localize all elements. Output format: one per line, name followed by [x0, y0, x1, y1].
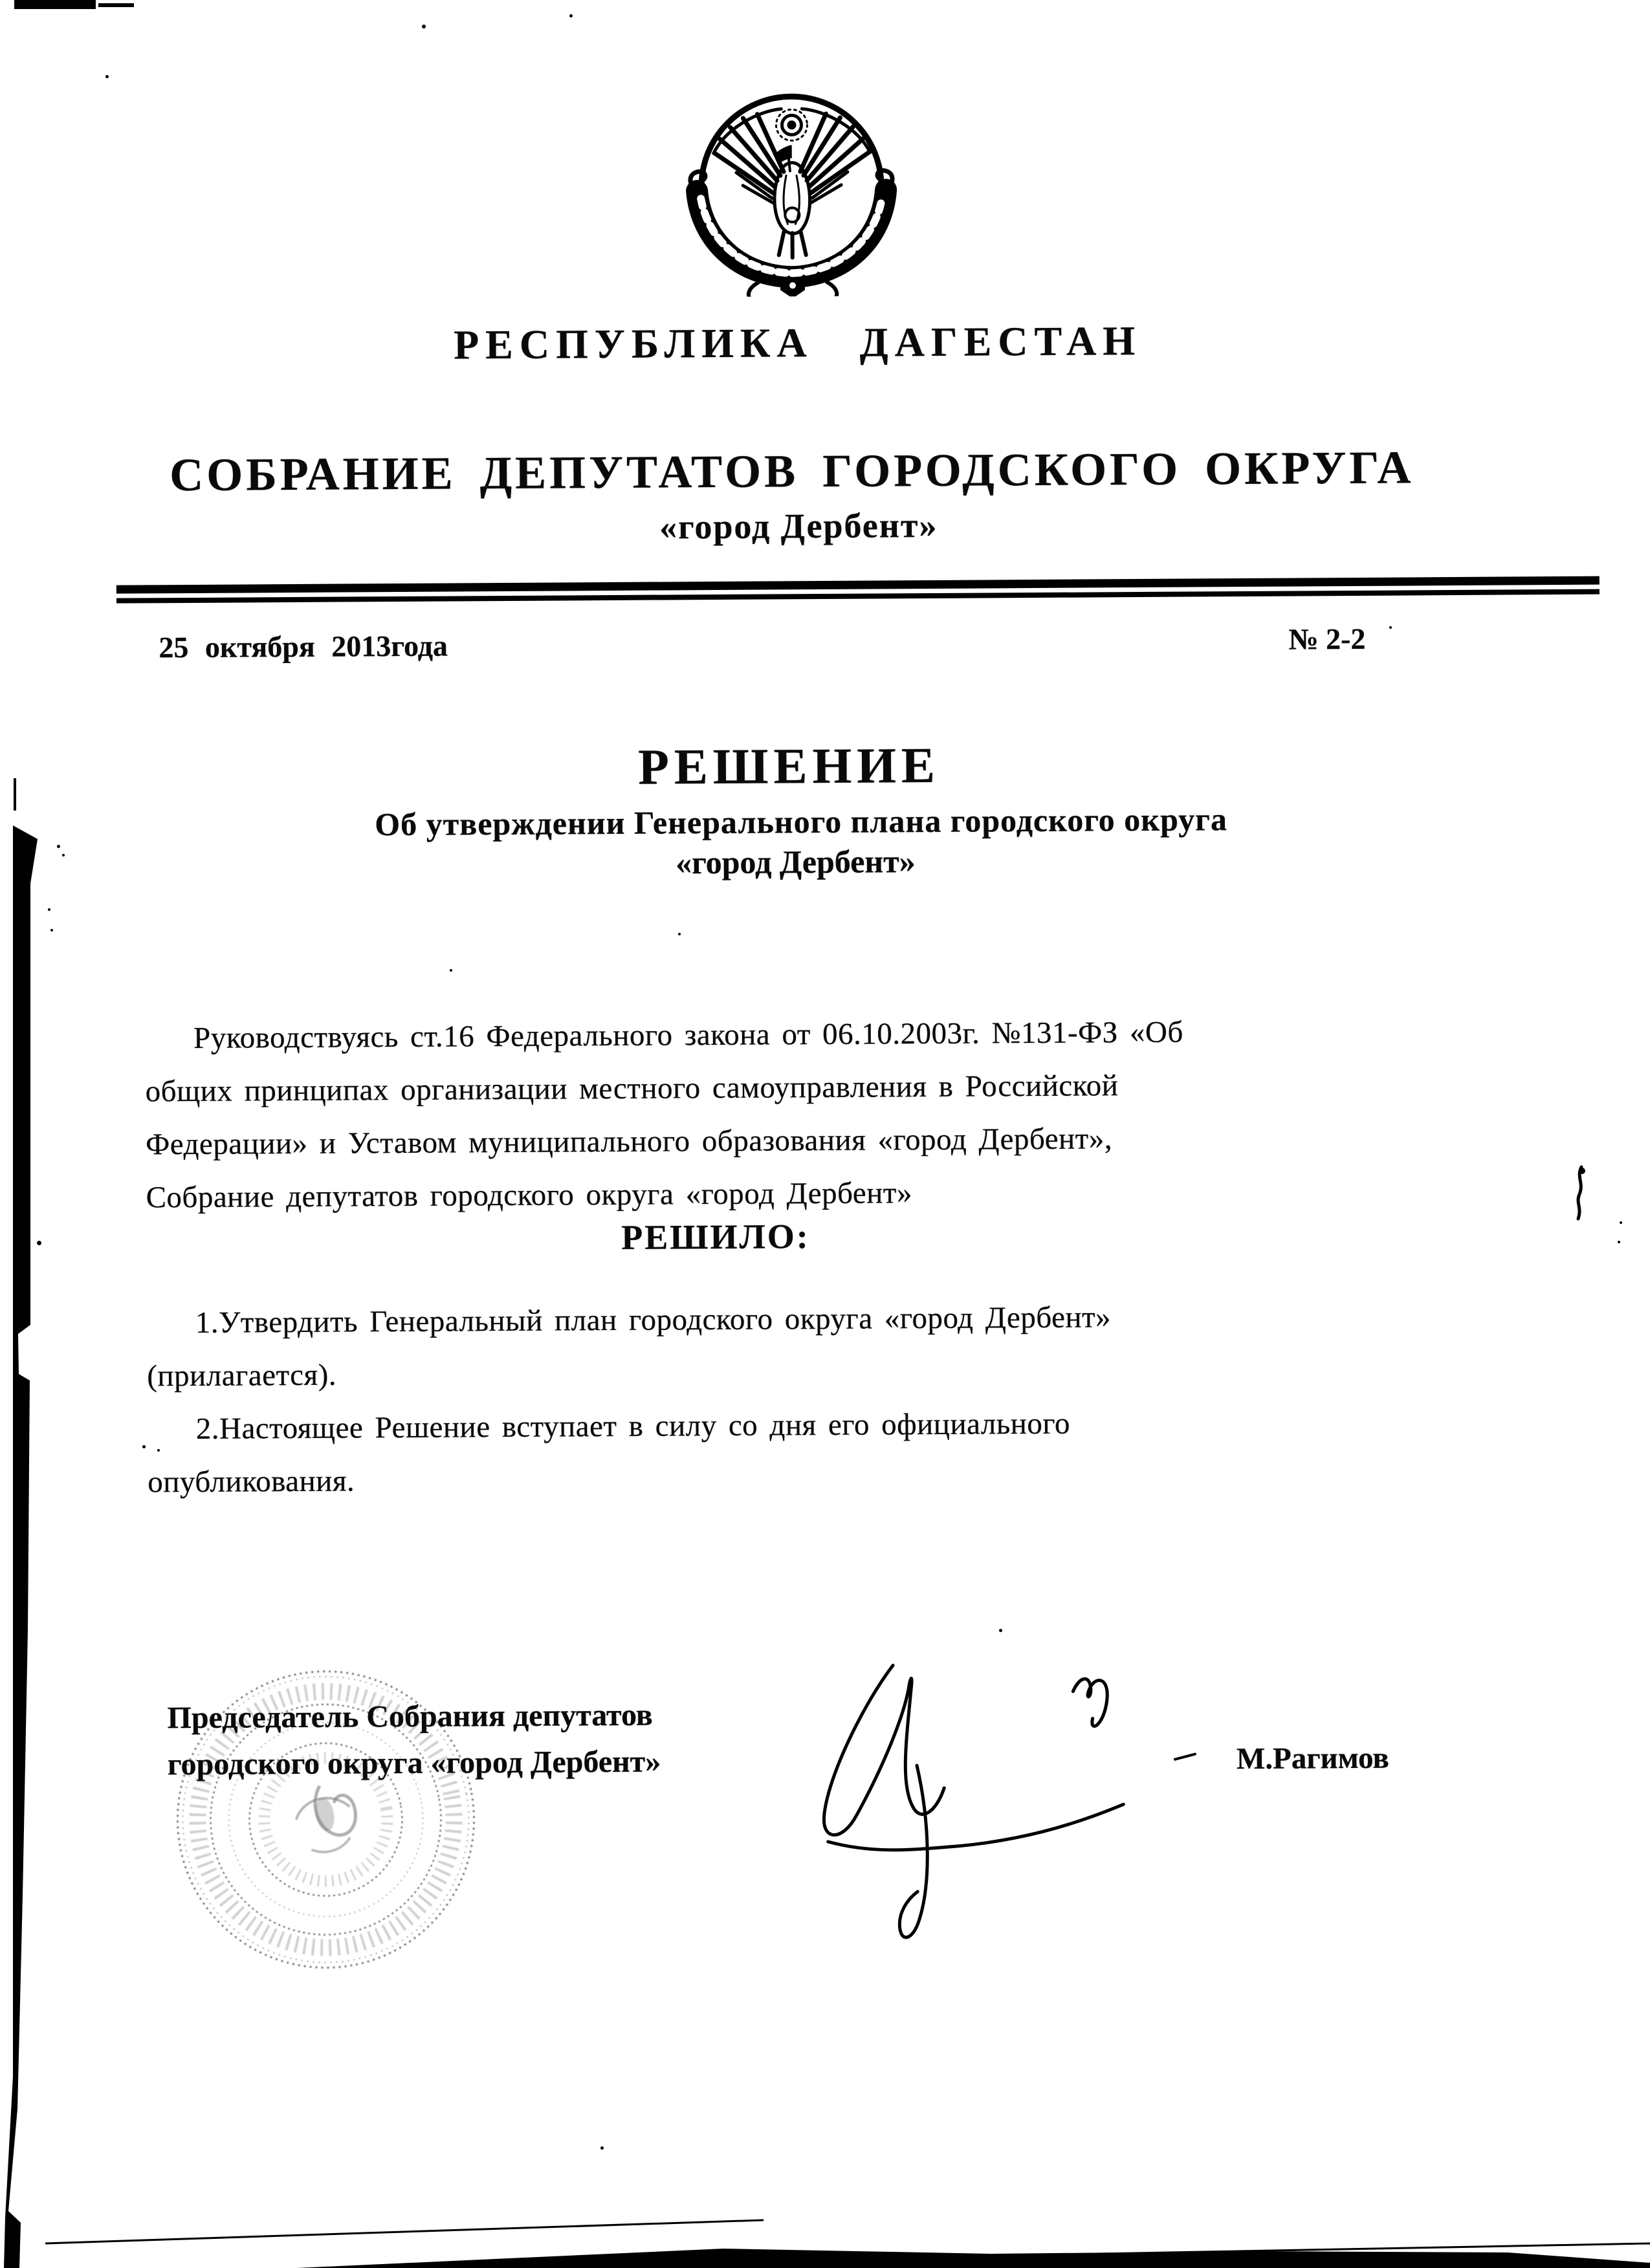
signatory-position-line1: Председатель Собрания депутатов	[167, 1697, 653, 1736]
preamble-line: Собрание депутатов городского округа «город Дербент»	[146, 1176, 913, 1215]
dagestan-coat-of-arms-icon	[674, 87, 908, 297]
scan-speck	[450, 969, 452, 972]
scan-artifact-bottom-edge	[0, 2210, 1650, 2268]
scan-speck	[26, 1281, 29, 1284]
scan-speck	[1389, 626, 1392, 629]
handwritten-signature-icon	[796, 1650, 1212, 1957]
scan-speck	[1618, 1241, 1620, 1243]
decision-subtitle-line2: «город Дербент»	[675, 843, 916, 881]
scan-speck	[826, 273, 830, 277]
signatory-name: М.Рагимов	[1236, 1741, 1389, 1776]
scan-artifact-right-squiggle	[1574, 1164, 1593, 1226]
resolution-item-line: (прилагается).	[147, 1358, 337, 1393]
resolution-item-line: опубликования.	[148, 1464, 355, 1499]
scan-speck	[57, 845, 60, 848]
preamble-line: Федерации» и Уставом муниципального образования «город Дербент»,	[145, 1122, 1113, 1162]
scan-speck	[62, 854, 65, 856]
decision-title: РЕШЕНИЕ	[637, 736, 941, 795]
preamble-line: Руководствуясь ст.16 Федерального закона от 06.10.2003г. №131-ФЗ «Об	[193, 1015, 1183, 1055]
document-date: 25 октября 2013года	[159, 629, 448, 664]
scan-speck	[105, 75, 109, 78]
resolution-item-line: 2.Настоящее Решение вступает в силу со дня его официального	[195, 1406, 1071, 1446]
scan-speck	[999, 1629, 1002, 1632]
scan-speck	[422, 25, 426, 28]
document-number: № 2-2	[1288, 622, 1366, 656]
preamble-line: общих принципах организации местного самоуправления в Российской	[145, 1069, 1119, 1109]
scan-speck	[37, 1241, 41, 1245]
scan-speck	[569, 14, 573, 17]
scan-speck	[142, 1445, 146, 1448]
assembly-city-subtitle: «город Дербент»	[659, 505, 938, 547]
signatory-position-line2: городского округа «город Дербент»	[167, 1744, 661, 1782]
resolved-heading: РЕШИЛО:	[621, 1217, 810, 1257]
scan-speck	[678, 933, 681, 935]
scan-artifact-top-left-tail	[98, 3, 134, 7]
scan-artifact-left-edge	[0, 0, 45, 2268]
scan-speck	[157, 1449, 160, 1452]
resolution-item-line: 1.Утвердить Генеральный план городского округа «город Дербент»	[195, 1300, 1112, 1340]
decision-subtitle-line1: Об утверждении Генерального плана городского округа	[375, 801, 1228, 843]
scan-speck	[1620, 1221, 1622, 1224]
scan-speck	[50, 929, 53, 932]
assembly-title: СОБРАНИЕ ДЕПУТАТОВ ГОРОДСКОГО ОКРУГА	[169, 441, 1414, 501]
scan-speck	[600, 2146, 604, 2150]
double-rule	[116, 576, 1600, 604]
republic-title: РЕСПУБЛИКА ДАГЕСТАН	[453, 317, 1142, 368]
scan-speck	[48, 908, 50, 911]
